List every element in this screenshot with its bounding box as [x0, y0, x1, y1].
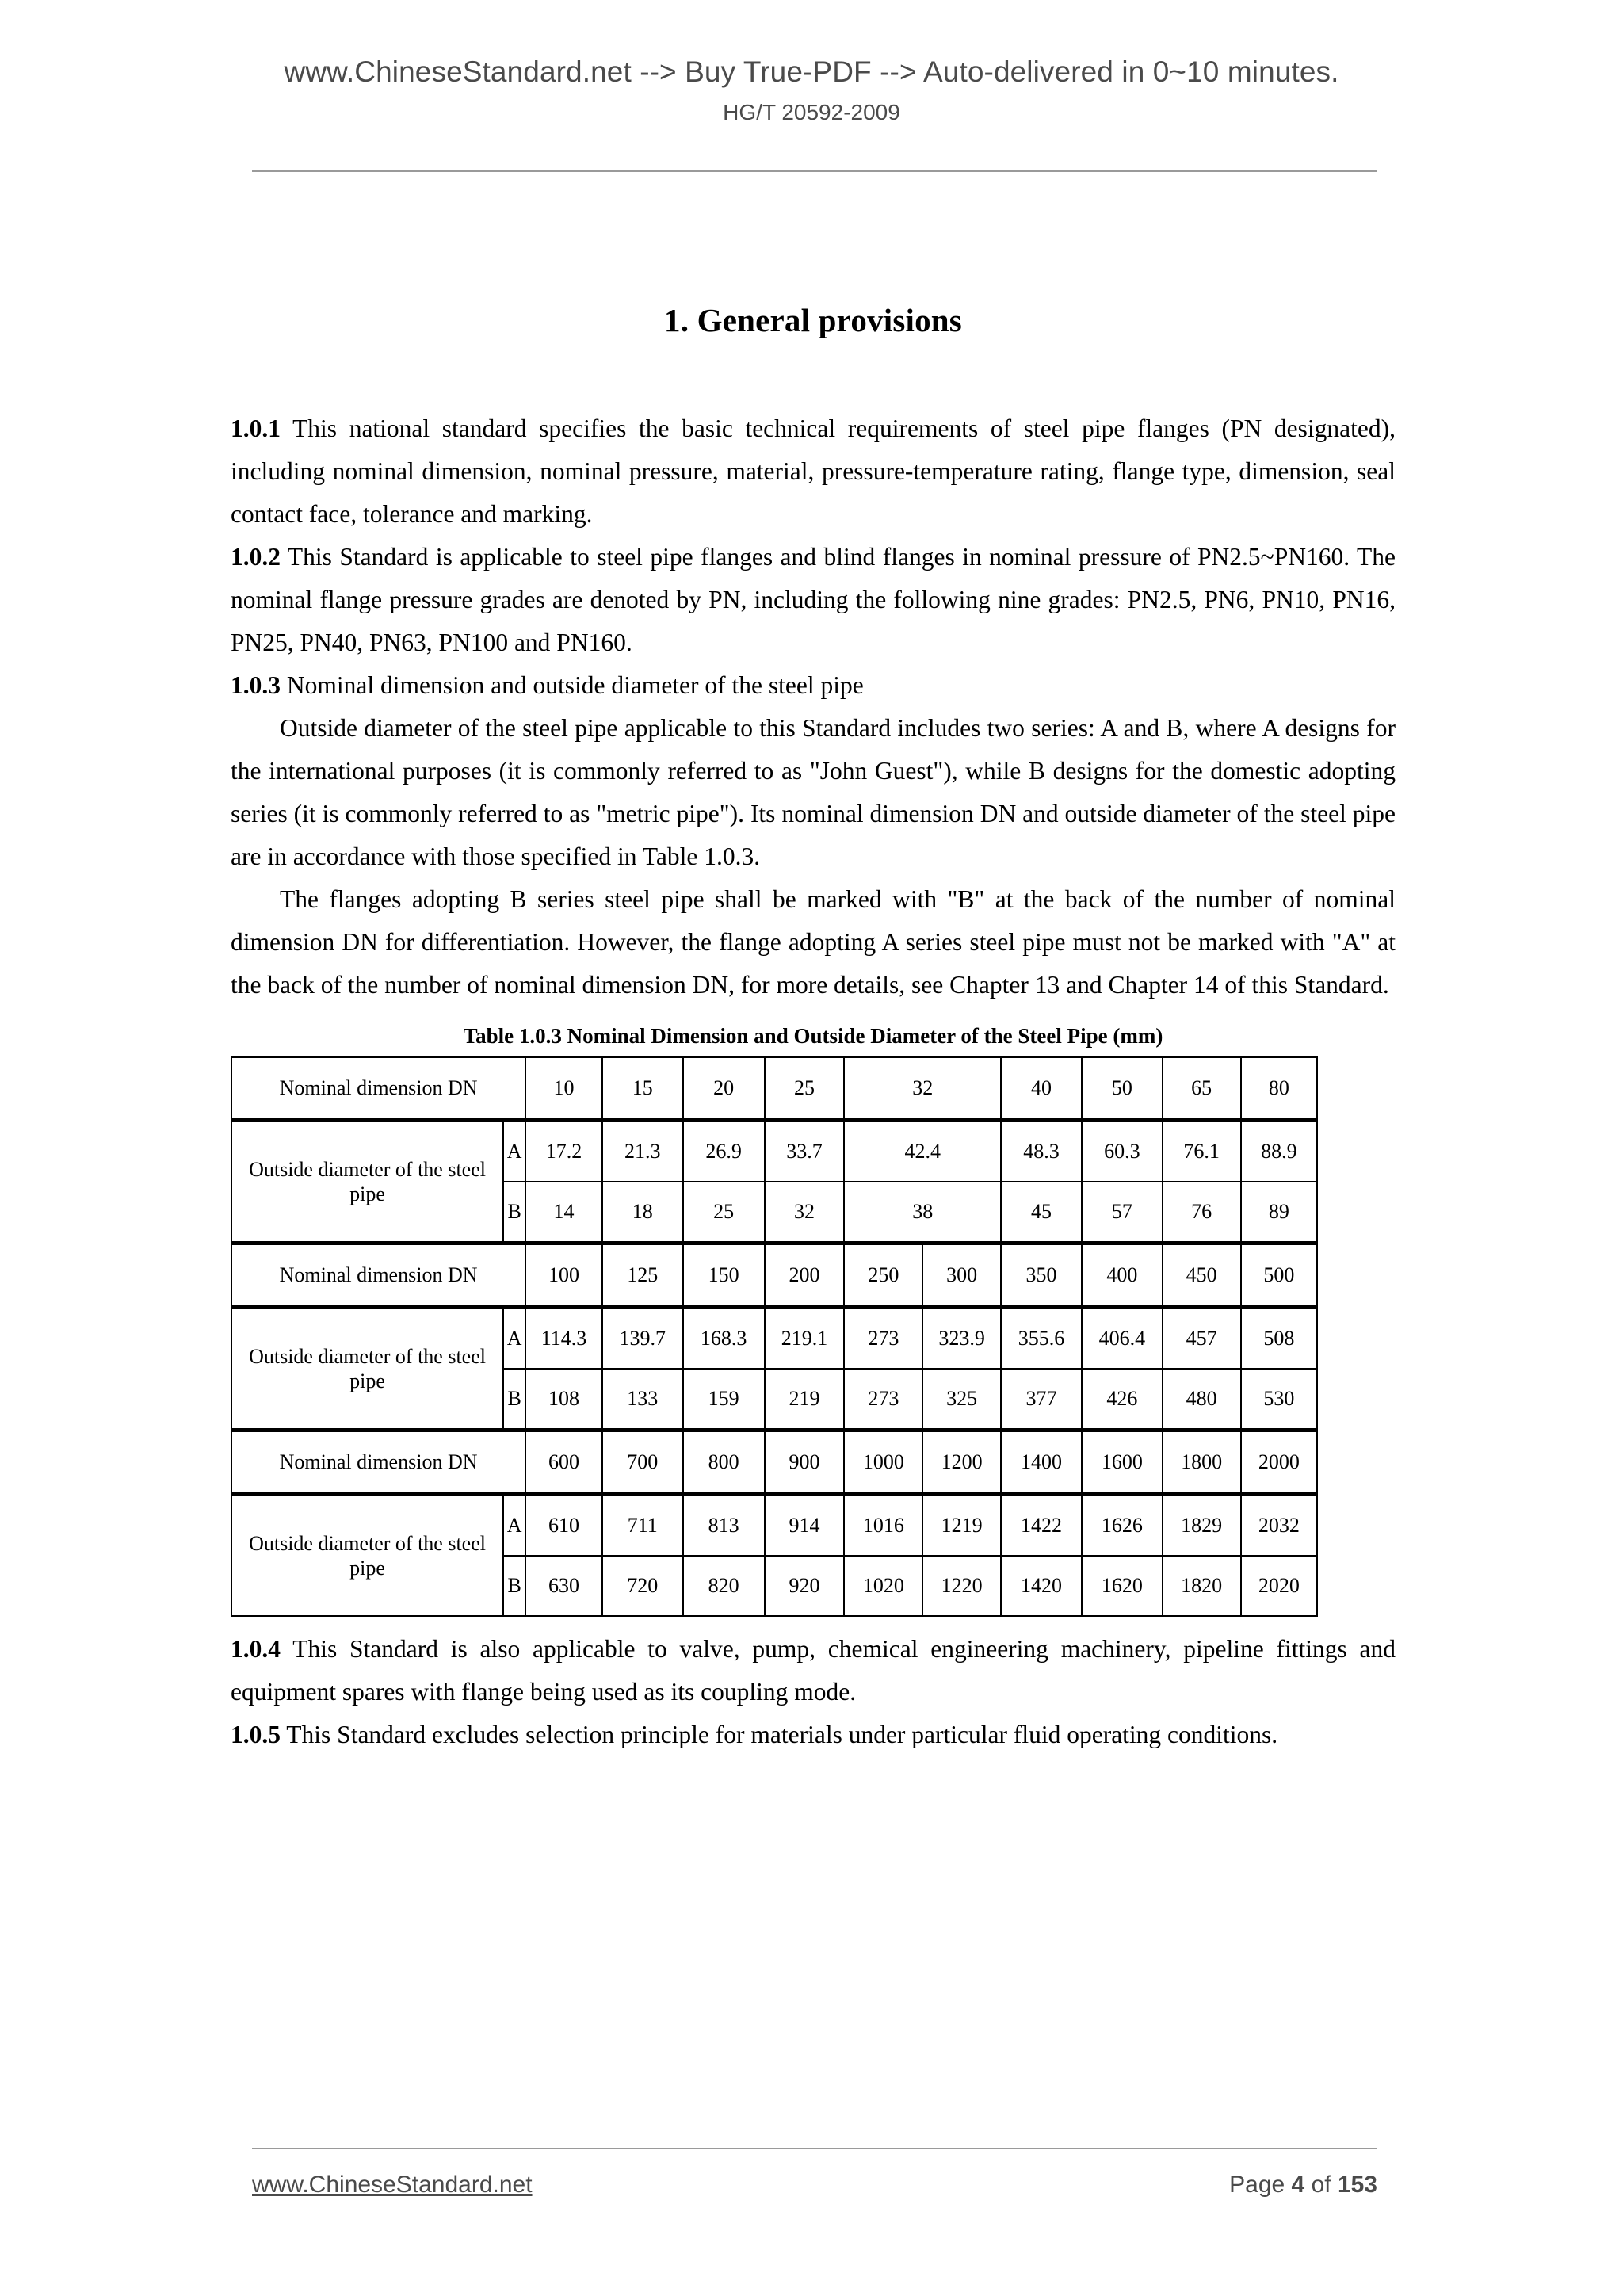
cell-b-1-2: 25	[683, 1182, 765, 1244]
cell-a-3-9: 2032	[1241, 1495, 1318, 1557]
document-content	[231, 301, 1396, 1756]
row-label-od-1: Outside diameter of the steel pipe	[231, 1121, 503, 1244]
table-row-dn-block-1	[231, 1057, 1395, 1121]
cell-b-3-1: 720	[602, 1556, 683, 1616]
table-row-dn-block-3	[231, 1431, 1395, 1495]
cell-a-2-3: 219.1	[765, 1308, 845, 1370]
cell-b-2-0: 108	[525, 1369, 602, 1431]
cell-b-2-4: 273	[844, 1369, 922, 1431]
standard-code: HG/T 20592-2009	[723, 100, 900, 124]
series-marker-a-2: A	[503, 1308, 525, 1370]
cell-a-1-2: 26.9	[683, 1121, 765, 1182]
cell-dn-2-4: 250	[844, 1244, 922, 1308]
cell-a-2-9: 508	[1241, 1308, 1318, 1370]
row-label-od-2: Outside diameter of the steel pipe	[231, 1308, 503, 1431]
series-marker-a-1: A	[503, 1121, 525, 1182]
cell-a-2-5: 323.9	[922, 1308, 1001, 1370]
cell-dn-2-5: 300	[922, 1244, 1001, 1308]
cell-dn-2-3: 200	[765, 1244, 845, 1308]
row-label-od-3: Outside diameter of the steel pipe	[231, 1495, 503, 1617]
cell-b-3-2: 820	[683, 1556, 765, 1616]
row-label-dn-1: Nominal dimension DN	[231, 1057, 525, 1121]
cell-b-1-8: 89	[1241, 1182, 1318, 1244]
clause-text-1-0-1: This national standard specifies the basic technical requirements of steel pipe flanges (PN designated), including nominal dimension, nominal pressure, material, pressure-temperature rating, flange type, dimension, seal contact face, tolerance and marking.	[231, 415, 1396, 528]
chapter-heading: 1. General provisions	[664, 302, 962, 338]
table-caption: Table 1.0.3 Nominal Dimension and Outside Diameter of the Steel Pipe (mm)	[463, 1024, 1163, 1048]
cell-dn-3-1: 700	[602, 1431, 683, 1495]
cell-a-3-2: 813	[683, 1495, 765, 1557]
cell-a-2-0: 114.3	[525, 1308, 602, 1370]
nominal-dimension-table	[231, 1056, 1396, 1617]
cell-dn-1-1: 15	[602, 1057, 683, 1121]
page-number: 4	[1291, 2172, 1305, 2198]
footer-divider	[252, 2148, 1377, 2149]
cell-dn-1-7: 65	[1163, 1057, 1241, 1121]
series-marker-b-3: B	[503, 1556, 525, 1616]
cell-dn-2-8: 450	[1163, 1244, 1241, 1308]
paragraph-1-0-5	[231, 1713, 1396, 1756]
cell-dn-2-2: 150	[683, 1244, 765, 1308]
cell-b-2-7: 426	[1082, 1369, 1163, 1431]
table-row-dn-block-2	[231, 1244, 1395, 1308]
page-indicator	[1229, 2172, 1377, 2199]
page-header	[0, 55, 1623, 125]
cell-a-1-7: 76.1	[1163, 1121, 1241, 1182]
cell-b-3-0: 630	[525, 1556, 602, 1616]
clause-number-1-0-1: 1.0.1	[231, 415, 281, 442]
cell-b-2-8: 480	[1163, 1369, 1241, 1431]
cell-b-3-7: 1620	[1082, 1556, 1163, 1616]
cell-b-1-5: 45	[1001, 1182, 1082, 1244]
cell-a-3-4: 1016	[844, 1495, 922, 1557]
cell-a-3-7: 1626	[1082, 1495, 1163, 1557]
cell-b-3-9: 2020	[1241, 1556, 1318, 1616]
promo-banner: www.ChineseStandard.net --> Buy True-PDF --> Auto-delivered in 0~10 minutes.	[284, 55, 1339, 88]
cell-b-2-3: 219	[765, 1369, 845, 1431]
cell-b-3-6: 1420	[1001, 1556, 1082, 1616]
cell-b-2-2: 159	[683, 1369, 765, 1431]
cell-dn-2-9: 500	[1241, 1244, 1318, 1308]
paragraph-1-0-2	[231, 536, 1396, 664]
cell-a-2-2: 168.3	[683, 1308, 765, 1370]
cell-dn-3-3: 900	[765, 1431, 845, 1495]
row-label-dn-2: Nominal dimension DN	[231, 1244, 525, 1308]
series-marker-b-1: B	[503, 1182, 525, 1244]
cell-a-1-5: 48.3	[1001, 1121, 1082, 1182]
cell-dn-2-0: 100	[525, 1244, 602, 1308]
clause-text-1-0-3: Nominal dimension and outside diameter of the steel pipe	[281, 671, 864, 699]
series-marker-a-3: A	[503, 1495, 525, 1557]
cell-a-3-3: 914	[765, 1495, 845, 1557]
cell-dn-3-6: 1400	[1001, 1431, 1082, 1495]
page-total: 153	[1337, 2172, 1377, 2198]
clause-text-1-0-2: This Standard is applicable to steel pipe flanges and blind flanges in nominal pressure of PN2.5~PN160. The nominal flange pressure grades are denoted by PN, including the following nine grades: PN2.5, PN6, PN10, PN16, PN25, PN40, PN63, PN100 and PN160.	[231, 543, 1396, 656]
cell-b-1-0: 14	[525, 1182, 602, 1244]
clause-number-1-0-2: 1.0.2	[231, 543, 281, 571]
cell-b-1-4: 38	[844, 1182, 1001, 1244]
row-label-dn-3: Nominal dimension DN	[231, 1431, 525, 1495]
cell-dn-3-2: 800	[683, 1431, 765, 1495]
paragraph-1-0-3	[231, 664, 1396, 707]
cell-b-1-7: 76	[1163, 1182, 1241, 1244]
cell-a-2-7: 406.4	[1082, 1308, 1163, 1370]
clause-number-1-0-4: 1.0.4	[231, 1635, 281, 1663]
cell-dn-1-0: 10	[525, 1057, 602, 1121]
cell-dn-3-8: 1800	[1163, 1431, 1241, 1495]
cell-a-3-5: 1219	[922, 1495, 1001, 1557]
cell-dn-3-7: 1600	[1082, 1431, 1163, 1495]
page-prefix: Page	[1229, 2172, 1292, 2198]
cell-a-1-3: 33.7	[765, 1121, 845, 1182]
cell-b-3-5: 1220	[922, 1556, 1001, 1616]
cell-a-1-1: 21.3	[602, 1121, 683, 1182]
cell-a-2-4: 273	[844, 1308, 922, 1370]
footer-site-link[interactable]: www.ChineseStandard.net	[252, 2172, 533, 2198]
cell-a-1-8: 88.9	[1241, 1121, 1318, 1182]
cell-dn-2-7: 400	[1082, 1244, 1163, 1308]
cell-dn-1-2: 20	[683, 1057, 765, 1121]
cell-b-2-9: 530	[1241, 1369, 1318, 1431]
cell-dn-3-9: 2000	[1241, 1431, 1318, 1495]
cell-a-1-0: 17.2	[525, 1121, 602, 1182]
cell-b-1-3: 32	[765, 1182, 845, 1244]
clause-number-1-0-3: 1.0.3	[231, 671, 281, 699]
table-row-od-a-block-2	[231, 1308, 1395, 1370]
paragraph-1-0-4	[231, 1628, 1396, 1713]
series-marker-b-2: B	[503, 1369, 525, 1431]
cell-b-2-6: 377	[1001, 1369, 1082, 1431]
page-middle: of	[1304, 2172, 1338, 2198]
cell-b-2-1: 133	[602, 1369, 683, 1431]
cell-a-1-6: 60.3	[1082, 1121, 1163, 1182]
paragraph-1-0-3-b: The flanges adopting B series steel pipe shall be marked with "B" at the back of the number of nominal dimension DN for differentiation. However, the flange adopting A series steel pipe must not be marked with "A" at the back of the number of nominal dimension DN, for more details, see Chapter 13 and Chapter 14 of this Standard.	[231, 885, 1396, 999]
cell-b-3-4: 1020	[844, 1556, 922, 1616]
cell-dn-3-5: 1200	[922, 1431, 1001, 1495]
clause-text-1-0-4: This Standard is also applicable to valve, pump, chemical engineering machinery, pipeline fittings and equipment spares with flange being used as its coupling mode.	[231, 1635, 1396, 1706]
cell-a-2-1: 139.7	[602, 1308, 683, 1370]
header-divider	[252, 170, 1377, 172]
clause-number-1-0-5: 1.0.5	[231, 1721, 281, 1748]
table-row-od-a-block-1	[231, 1121, 1395, 1182]
cell-dn-2-1: 125	[602, 1244, 683, 1308]
cell-b-3-8: 1820	[1163, 1556, 1241, 1616]
cell-dn-1-5: 40	[1001, 1057, 1082, 1121]
cell-b-1-1: 18	[602, 1182, 683, 1244]
cell-a-2-8: 457	[1163, 1308, 1241, 1370]
cell-dn-1-6: 50	[1082, 1057, 1163, 1121]
cell-dn-3-4: 1000	[844, 1431, 922, 1495]
clause-text-1-0-5: This Standard excludes selection principle for materials under particular fluid operating conditions.	[281, 1721, 1278, 1748]
cell-a-2-6: 355.6	[1001, 1308, 1082, 1370]
cell-a-3-1: 711	[602, 1495, 683, 1557]
paragraph-1-0-1	[231, 407, 1396, 536]
cell-a-3-8: 1829	[1163, 1495, 1241, 1557]
table-row-od-a-block-3	[231, 1495, 1395, 1557]
cell-a-1-4: 42.4	[844, 1121, 1001, 1182]
cell-b-1-6: 57	[1082, 1182, 1163, 1244]
paragraph-1-0-3-a: Outside diameter of the steel pipe applicable to this Standard includes two series: A and B, where A designs for the international purposes (it is commonly referred to as "John Guest"), while B designs for the domestic adopting series (it is commonly referred to as "metric pipe"). Its nominal dimension DN and outside diameter of the steel pipe are in accordance with those specified in Table 1.0.3.	[231, 714, 1396, 870]
cell-b-2-5: 325	[922, 1369, 1001, 1431]
page-footer	[252, 2172, 1377, 2199]
cell-b-3-3: 920	[765, 1556, 845, 1616]
cell-dn-1-3: 25	[765, 1057, 845, 1121]
cell-a-3-0: 610	[525, 1495, 602, 1557]
cell-dn-3-0: 600	[525, 1431, 602, 1495]
cell-dn-1-4: 32	[844, 1057, 1001, 1121]
cell-a-3-6: 1422	[1001, 1495, 1082, 1557]
cell-dn-2-6: 350	[1001, 1244, 1082, 1308]
cell-dn-1-8: 80	[1241, 1057, 1318, 1121]
